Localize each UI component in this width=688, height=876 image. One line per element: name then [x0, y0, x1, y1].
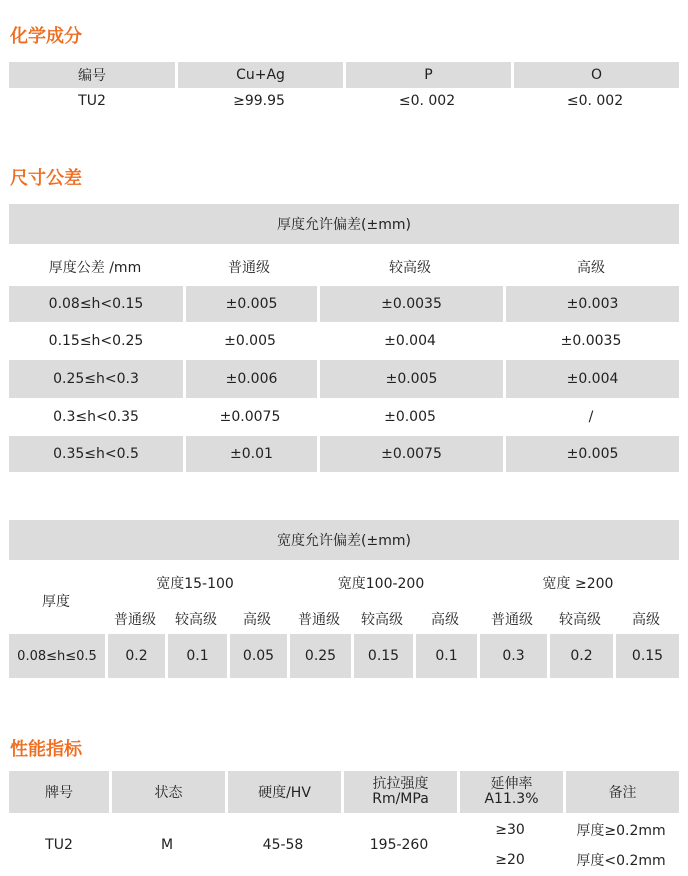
- table-cell: TU2: [45, 837, 73, 853]
- table-cell: 0.35≤h<0.5: [53, 446, 139, 462]
- table-cell: ±0.0075: [219, 409, 281, 425]
- table-title: 厚度允许偏差(±mm): [9, 204, 679, 244]
- header-cell: 普通级: [228, 260, 270, 276]
- table-row: [9, 436, 679, 472]
- width-group-header: 宽度100-200: [337, 576, 425, 592]
- table-cell: ±0.005: [317, 360, 503, 398]
- header-text: A11.3%: [484, 791, 539, 807]
- table-cell: 0.05: [227, 634, 287, 678]
- table-cell: 195-260: [369, 837, 429, 853]
- header-cell-elongation: [457, 771, 563, 813]
- table-cell: ±0.0075: [317, 436, 503, 472]
- table-row: [9, 286, 679, 322]
- header-text: 延伸率: [490, 776, 533, 792]
- table-cell: 0.25≤h<0.3: [53, 371, 139, 387]
- header-cell: 备注: [563, 771, 679, 813]
- table-cell: 0.08≤h≤0.5: [17, 648, 97, 664]
- table-cell: ±0.004: [503, 360, 679, 398]
- table-cell: 0.2: [105, 634, 165, 678]
- table-cell: ±0.005: [224, 333, 276, 349]
- header-cell-tensile: [341, 771, 457, 813]
- grade-header: 高级: [243, 612, 271, 628]
- grade-header: 较高级: [175, 612, 217, 628]
- table-cell: 0.3≤h<0.35: [53, 409, 139, 425]
- width-group-row: [105, 570, 679, 596]
- table-header-row: [9, 62, 679, 88]
- table-row: [9, 815, 679, 875]
- table-cell: 0.15≤h<0.25: [48, 333, 144, 349]
- table-cell: ±0.004: [384, 333, 436, 349]
- table-cell: ±0.005: [503, 436, 679, 472]
- cell-text: ≥30: [495, 822, 525, 838]
- table-cell: 0.3: [477, 634, 547, 678]
- table-cell: ≤0. 002: [566, 93, 624, 109]
- table-cell-note: [563, 815, 679, 875]
- header-cell: P: [343, 62, 511, 88]
- table-cell: 0.25: [287, 634, 351, 678]
- header-text: 抗拉强度: [372, 776, 429, 792]
- header-cell: 牌号: [45, 785, 73, 801]
- header-cell: 厚度公差 /mm: [48, 260, 142, 276]
- grade-header: 较高级: [361, 612, 403, 628]
- header-cell: 编号: [78, 68, 106, 84]
- table-cell: ≥99.95: [233, 93, 285, 109]
- table-cell: M: [160, 837, 174, 853]
- section-title-performance: 性能指标: [10, 739, 82, 760]
- table-cell: 0.15: [351, 634, 413, 678]
- grade-header: 高级: [431, 612, 459, 628]
- table-row: [9, 398, 679, 436]
- table-cell-elongation: [457, 815, 563, 875]
- header-cell: 硬度/HV: [225, 771, 341, 813]
- table-cell: 0.1: [165, 634, 227, 678]
- table-cell: 0.2: [547, 634, 613, 678]
- table-title: 宽度允许偏差(±mm): [9, 520, 679, 560]
- table-row: [9, 360, 679, 398]
- table-cell: 0.1: [413, 634, 477, 678]
- table-cell: 45-58: [262, 837, 304, 853]
- header-text: Rm/MPa: [372, 791, 429, 807]
- table-cell: ±0.005: [384, 409, 436, 425]
- table-cell: ±0.006: [183, 360, 317, 398]
- width-group-header: 宽度 ≥200: [542, 576, 614, 592]
- grade-header: 普通级: [491, 612, 533, 628]
- table-row: [9, 88, 679, 114]
- grade-header: 普通级: [114, 612, 156, 628]
- table-cell: /: [588, 409, 594, 425]
- cell-text: 厚度≥0.2mm: [576, 823, 666, 839]
- section-title-tolerance: 尺寸公差: [10, 168, 82, 189]
- cell-text: 厚度<0.2mm: [576, 853, 666, 869]
- grade-header: 较高级: [559, 612, 601, 628]
- header-cell: 高级: [577, 260, 605, 276]
- table-cell: ≤0. 002: [398, 93, 456, 109]
- section-title-chemical: 化学成分: [10, 26, 82, 47]
- width-group-header: 宽度15-100: [156, 576, 234, 592]
- table-cell: TU2: [78, 93, 106, 109]
- table-cell: 0.08≤h<0.15: [48, 296, 144, 312]
- grade-header: 高级: [632, 612, 660, 628]
- thickness-header: 厚度: [42, 594, 70, 610]
- grade-header-row: [105, 606, 679, 632]
- header-cell: O: [511, 62, 679, 88]
- cell-text: ≥20: [495, 852, 525, 868]
- table-row: [9, 634, 679, 678]
- table-cell: ±0.0035: [560, 333, 622, 349]
- table-cell: ±0.003: [503, 286, 679, 322]
- grade-header: 普通级: [298, 612, 340, 628]
- header-cell: Cu+Ag: [175, 62, 343, 88]
- header-cell: 状态: [109, 771, 225, 813]
- table-cell: 0.15: [613, 634, 679, 678]
- table-cell: ±0.005: [183, 286, 317, 322]
- table-cell: ±0.0035: [317, 286, 503, 322]
- table-header-row: [9, 248, 679, 286]
- table-row: [9, 322, 679, 360]
- table-cell: ±0.01: [183, 436, 317, 472]
- table-header-row: [9, 771, 679, 813]
- header-cell: 较高级: [389, 260, 431, 276]
